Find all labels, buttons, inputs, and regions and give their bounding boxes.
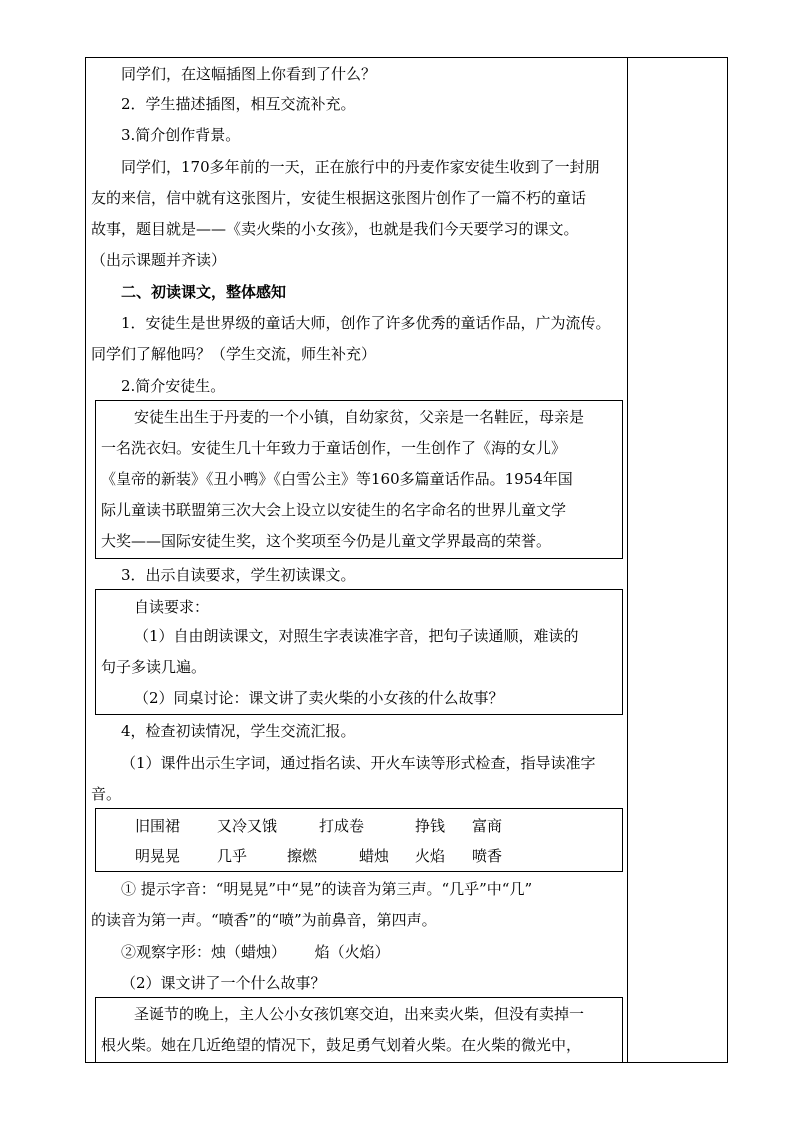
text-line: 同学们，170多年前的一天，正在旅行中的丹麦作家安徒生收到了一封朋: [121, 158, 600, 176]
vocab-word: 火焰: [415, 847, 446, 865]
text-line: 友的来信，信中就有这张图片，安徒生根据这张图片创作了一篇不朽的童话: [91, 189, 587, 207]
text-line: 同学们，在这幅插图上你看到了什么？: [121, 65, 377, 83]
vocab-word: 蜡烛: [359, 847, 390, 865]
vocab-word: 旧围裙: [135, 817, 181, 835]
text-line: 同学们了解他吗？（学生交流，师生补充）: [91, 345, 377, 363]
text-line: 3.简介创作背景。: [121, 126, 241, 144]
text-line: ① 提示字音：“明晃晃”中“晃”的读音为第三声。“几乎”中“几”: [121, 880, 533, 898]
text-line: （2）课文讲了一个什么故事？: [121, 974, 326, 992]
text-line: 的读音为第一声。“喷香”的“喷”为前鼻音，第四声。: [91, 911, 437, 929]
vocab-word: 打成卷: [319, 817, 365, 835]
intro-line: 《皇帝的新装》《丑小鸭》《白雪公主》等160多篇童话作品。1954年国: [101, 470, 573, 488]
vocab-word: 明晃晃: [135, 847, 181, 865]
text-line: 2．学生描述插图，相互交流补充。: [121, 95, 356, 113]
vocab-word: 挣钱: [415, 817, 446, 835]
text-line: 2.简介安徒生。: [121, 377, 226, 395]
reading-line: （2）同桌讨论：课文讲了卖火柴的小女孩的什么故事？: [134, 689, 504, 707]
vocab-word: 擦燃: [287, 847, 318, 865]
reading-line: （1）自由朗读课文，对照生字表读准字音，把句子读通顺，难读的: [134, 627, 579, 645]
reading-line: 句子多读几遍。: [101, 658, 207, 676]
vocab-word: 几乎: [217, 847, 248, 865]
vocab-word: 喷香: [472, 847, 503, 865]
reading-line: 自读要求：: [134, 598, 210, 616]
vocab-word: 富商: [472, 817, 503, 835]
intro-line: 际儿童读书联盟第三次大会上设立以安徒生的名字命名的世界儿童文学: [101, 501, 567, 519]
intro-line: 大奖——国际安徒生奖，这个奖项至今仍是儿童文学界最高的荣誉。: [101, 532, 552, 550]
table-column-divider: [627, 57, 628, 1063]
text-line: 1．安徒生是世界级的童话大师，创作了许多优秀的童话作品，广为流传。: [121, 314, 611, 332]
vocab-word: 又冷又饿: [217, 817, 278, 835]
intro-line: 安徒生出生于丹麦的一个小镇，自幼家贫，父亲是一名鞋匠，母亲是: [134, 408, 585, 426]
text-line: 音。: [91, 785, 122, 803]
text-line: （1）课件出示生字词，通过指名读、开火车读等形式检查，指导读准字: [121, 754, 596, 772]
intro-line: 一名洗衣妇。安徒生几十年致力于童话创作，一生创作了《海的女儿》: [101, 439, 567, 457]
story-line: 圣诞节的晚上，主人公小女孩饥寒交迫，出来卖火柴，但没有卖掉一: [134, 1005, 585, 1023]
text-line: （出示课题并齐读）: [91, 251, 227, 269]
text-line: 3．出示自读要求，学生初读课文。: [121, 566, 356, 584]
text-line: 4，检查初读情况，学生交流汇报。: [121, 722, 356, 740]
story-line: 根火柴。她在几近绝望的情况下，鼓足勇气划着火柴。在火柴的微光中，: [101, 1036, 582, 1054]
text-line: ②观察字形：烛（蜡烛） 焰（火焰）: [121, 943, 390, 961]
section-heading: 二、初读课文，整体感知: [121, 283, 287, 301]
text-line: 故事，题目就是——《卖火柴的小女孩》，也就是我们今天要学习的课文。: [91, 220, 579, 238]
